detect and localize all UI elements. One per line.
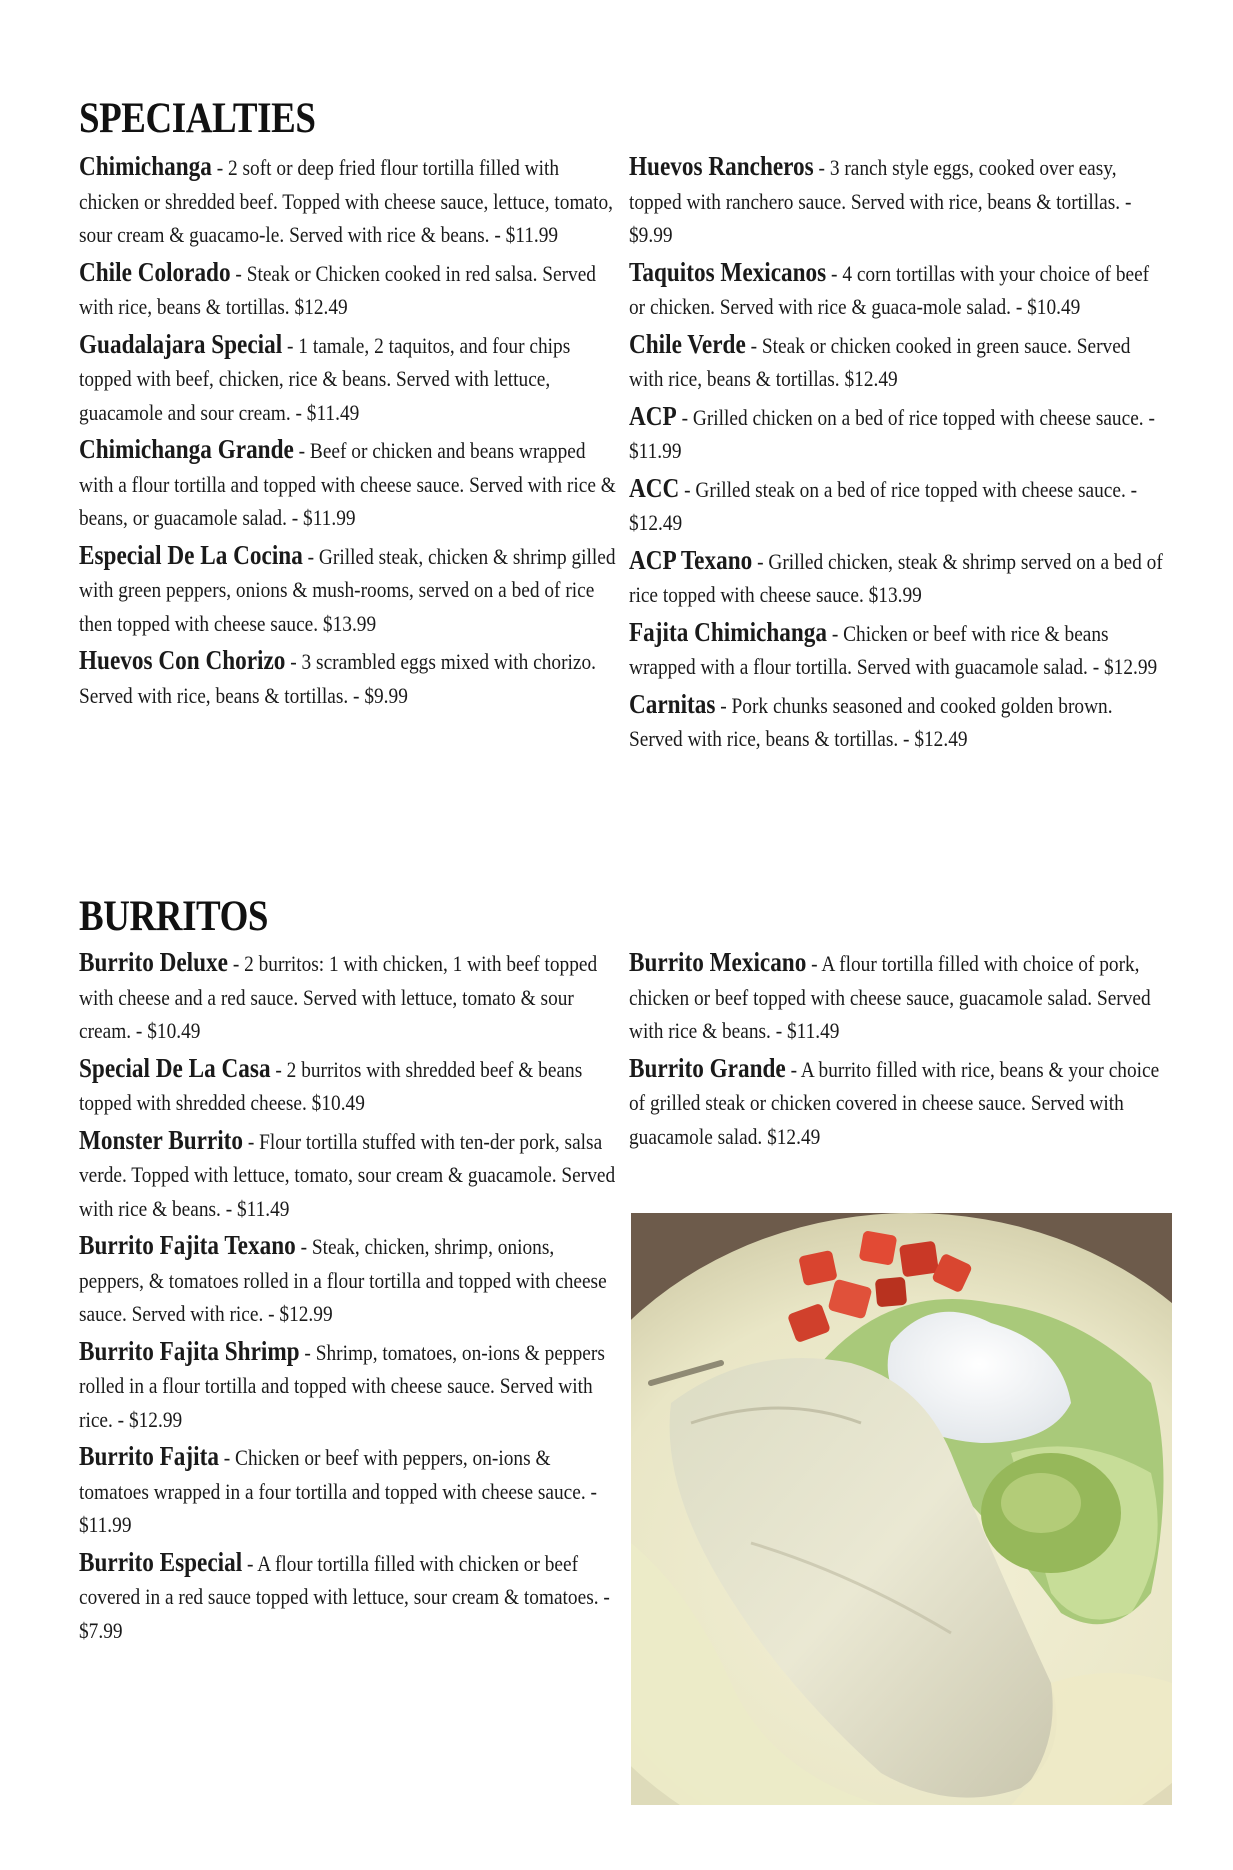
item-description: - 3 ranch style eggs, cooked over easy, topped with ranchero sauce. Served with rice, beans & tortillas. - $9.99 xyxy=(629,155,1132,247)
item-description: - Steak or Chicken cooked in red salsa. Served with rice, beans & tortillas. $12.49 xyxy=(79,260,596,319)
item-description: - Chicken or beef with peppers, on-ions & tomatoes wrapped in a four tortilla and topped with cheese sauce. - $11.99 xyxy=(79,1445,597,1537)
menu-item xyxy=(79,150,619,252)
item-name: Taquitos Mexicanos xyxy=(629,256,827,287)
menu-item xyxy=(79,1124,619,1226)
item-name: Chile Verde xyxy=(629,328,746,359)
item-description: - Grilled steak, chicken & shrimp gilled with green peppers, onions & mush-rooms, served on a bed of rice then topped with cheese sauce. $13.99 xyxy=(79,543,616,636)
item-name: Burrito Mexicano xyxy=(629,947,807,977)
item-description: - A burrito filled with rice, beans & your choice of grilled steak or chicken covered in cheese sauce. Served with guacamole salad. $12.49 xyxy=(629,1056,1160,1149)
item-name: Especial De La Cocina xyxy=(79,539,303,570)
item-name: Burrito Fajita Shrimp xyxy=(79,1335,300,1366)
item-description: - 1 tamale, 2 taquitos, and four chips topped with beef, chicken, rice & beans. Served with lettuce, guacamole and sour cream. - $11.49 xyxy=(79,332,571,425)
item-description: - Pork chunks seasoned and cooked golden brown. Served with rice, beans & tortillas. - $12.49 xyxy=(629,692,1113,751)
burrito-plate-photo xyxy=(631,1213,1172,1805)
menu-item xyxy=(79,1335,619,1437)
item-name: Burrito Grande xyxy=(629,1052,786,1083)
menu-item xyxy=(79,644,619,712)
item-name: Burrito Deluxe xyxy=(79,947,228,977)
item-description: - A flour tortilla filled with choice of pork, chicken or beef topped with cheese sauce, guacamole salad. Served with rice & beans. - $11.49 xyxy=(629,951,1151,1043)
item-description: - Beef or chicken and beans wrapped with a flour tortilla and topped with cheese sauce. Served with rice & beans, or guacamole salad. - $11.99 xyxy=(79,438,616,530)
item-description: - 2 burritos: 1 with chicken, 1 with beef topped with cheese and a red sauce. Served with lettuce, tomato & sour cream. - $10.49 xyxy=(79,951,598,1043)
menu-item xyxy=(79,256,619,324)
specialties-left-column xyxy=(79,150,619,716)
item-description: - Grilled steak on a bed of rice topped with cheese sauce. - $12.49 xyxy=(629,476,1138,535)
menu-item xyxy=(629,400,1169,468)
item-description: - A flour tortilla filled with chicken or beef covered in a red sauce topped with lettuce, sour cream & tomatoes. - $7.99 xyxy=(79,1550,610,1643)
burritos-title: BURRITOS xyxy=(79,893,269,940)
item-name: Burrito Especial xyxy=(79,1546,243,1577)
menu-item xyxy=(79,1546,619,1648)
menu-item xyxy=(79,1052,619,1120)
burritos-left-column xyxy=(79,946,619,1651)
item-name: Special De La Casa xyxy=(79,1052,271,1083)
item-name: ACC xyxy=(629,472,680,503)
item-description: - Chicken or beef with rice & beans wrapped with a flour tortilla. Served with guacamole salad. - $12.99 xyxy=(629,620,1158,679)
item-description: - 2 burritos with shredded beef & beans topped with shredded cheese. $10.49 xyxy=(79,1056,583,1115)
menu-item xyxy=(79,1440,619,1542)
item-description: - 4 corn tortillas with your choice of beef or chicken. Served with rice & guaca-mole salad. - $10.49 xyxy=(629,260,1150,319)
item-name: Burrito Fajita Texano xyxy=(79,1230,296,1260)
menu-item xyxy=(629,472,1169,540)
menu-item xyxy=(629,544,1169,612)
item-description: - 2 soft or deep fried flour tortilla filled with chicken or shredded beef. Topped with cheese sauce, lettuce, tomato, sour cream & guacamo-le. Served with rice & beans. - $11.99 xyxy=(79,155,613,247)
menu-item xyxy=(79,328,619,430)
menu-item xyxy=(629,616,1169,684)
item-name: Burrito Fajita xyxy=(79,1441,219,1471)
menu-item xyxy=(79,433,619,535)
menu-item xyxy=(629,150,1169,252)
item-description: - Grilled chicken, steak & shrimp served on a bed of rice topped with cheese sauce. $13.99 xyxy=(629,548,1163,607)
menu-item xyxy=(629,1052,1169,1154)
item-name: Carnitas xyxy=(629,688,716,719)
item-name: Guadalajara Special xyxy=(79,328,283,359)
item-name: Huevos Con Chorizo xyxy=(79,645,286,675)
menu-item xyxy=(629,688,1169,756)
burritos-right-column xyxy=(629,946,1169,1157)
menu-item xyxy=(79,539,619,641)
item-name: Chimichanga xyxy=(79,151,212,181)
menu-item xyxy=(629,256,1169,324)
item-description: - 3 scrambled eggs mixed with chorizo. Served with rice, beans & tortillas. - $9.99 xyxy=(79,649,597,708)
item-name: Monster Burrito xyxy=(79,1124,244,1155)
menu-item xyxy=(629,946,1169,1048)
menu-item xyxy=(629,328,1169,396)
specialties-title: SPECIALTIES xyxy=(79,95,316,142)
item-name: ACP xyxy=(629,400,677,431)
item-description: - Steak, chicken, shrimp, onions, peppers, & tomatoes rolled in a flour tortilla and topped with cheese sauce. Served with rice. - $12.99 xyxy=(79,1234,607,1326)
item-description: - Flour tortilla stuffed with ten-der pork, salsa verde. Topped with lettuce, tomato, sour cream & guacamole. Served with rice & beans. - $11.49 xyxy=(79,1128,616,1221)
item-name: ACP Texano xyxy=(629,544,753,575)
item-name: Huevos Rancheros xyxy=(629,151,814,181)
menu-item xyxy=(79,1229,619,1331)
item-name: Fajita Chimichanga xyxy=(629,616,828,647)
item-description: - Steak or chicken cooked in green sauce. Served with rice, beans & tortillas. $12.49 xyxy=(629,332,1131,391)
item-name: Chimichanga Grande xyxy=(79,434,294,464)
item-name: Chile Colorado xyxy=(79,256,231,287)
specialties-right-column xyxy=(629,150,1169,760)
item-description: - Shrimp, tomatoes, on-ions & peppers rolled in a flour tortilla and topped with cheese sauce. Served with rice. - $12.99 xyxy=(79,1339,605,1432)
item-description: - Grilled chicken on a bed of rice topped with cheese sauce. - $11.99 xyxy=(629,404,1155,463)
menu-item xyxy=(79,946,619,1048)
